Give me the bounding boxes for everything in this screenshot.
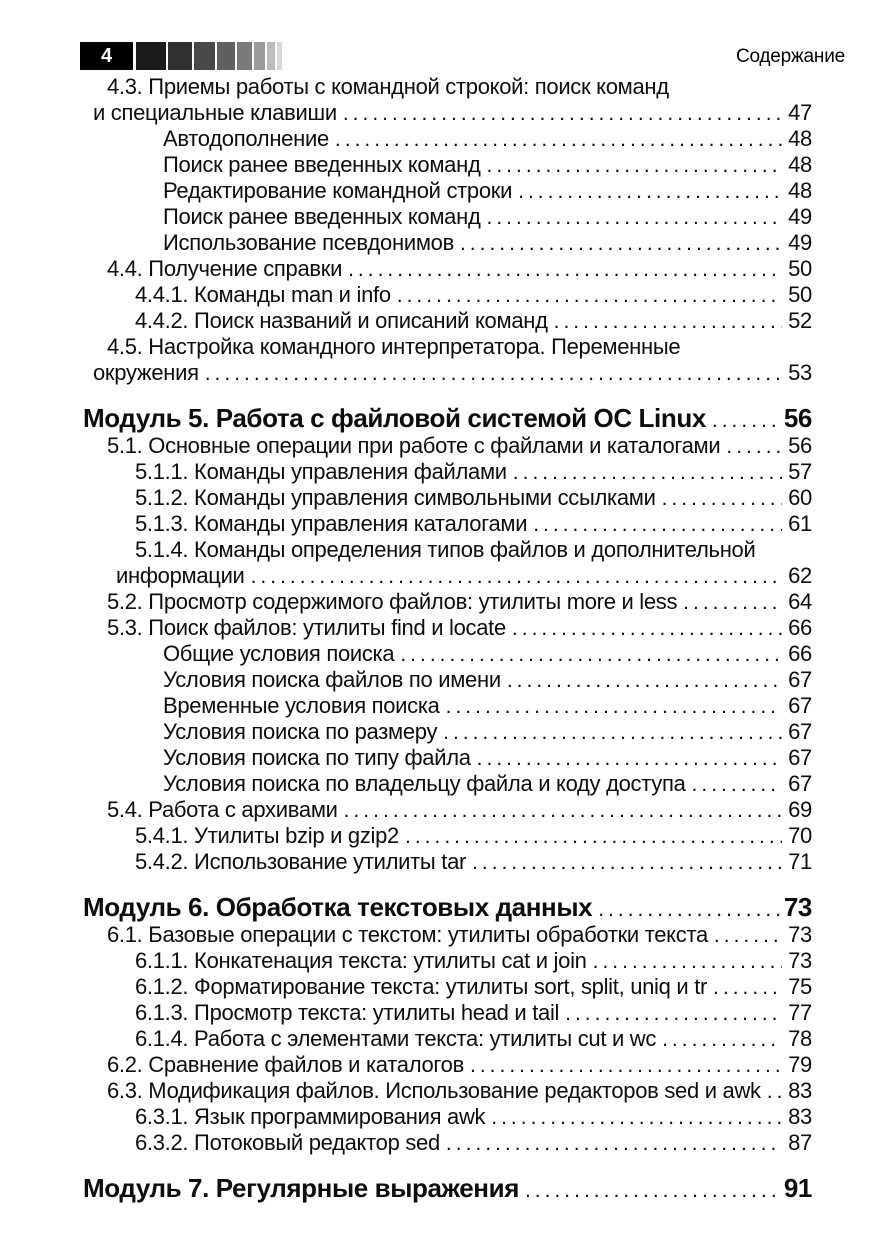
toc-entry-text: 4.5. Настройка командного интерпретатора. Переменные xyxy=(107,334,681,359)
toc-entry-text: информации xyxy=(116,563,245,588)
dot-leader xyxy=(466,849,782,876)
toc-entry-text: окружения xyxy=(93,360,199,385)
toc-entry-page-number: 48 xyxy=(788,178,812,203)
toc-entry xyxy=(83,230,812,256)
toc-entry xyxy=(83,152,812,178)
toc-entry-page-number: 56 xyxy=(788,433,812,458)
dot-leader xyxy=(329,126,782,153)
toc-entry-text: 4.4.1. Команды man и info xyxy=(135,282,391,307)
toc-entry-page-number: 56 xyxy=(783,403,812,433)
toc-entry-text: Редактирование командной строки xyxy=(163,178,513,203)
dot-leader xyxy=(471,745,782,772)
toc-entry-page-number: 48 xyxy=(788,126,812,151)
dot-leader xyxy=(519,1173,782,1206)
toc-entry-page-number: 78 xyxy=(788,1026,812,1051)
toc-entry-text: Поиск ранее введенных команд xyxy=(163,152,481,177)
toc-entry-page-number: 73 xyxy=(788,922,812,947)
toc-entry xyxy=(83,667,812,693)
toc-entry-page-number: 62 xyxy=(788,563,812,588)
dot-leader xyxy=(592,892,782,925)
toc-entry-text: 6.1. Базовые операции с текстом: утилиты обработки текста xyxy=(107,922,708,947)
toc-entry-page-number: 91 xyxy=(783,1173,812,1203)
toc-entry-page-number: 67 xyxy=(788,771,812,796)
toc-entry-page-number: 64 xyxy=(788,589,812,614)
toc-entry-page-number: 75 xyxy=(788,974,812,999)
toc-entry xyxy=(83,74,812,100)
toc-entry-text: Модуль 5. Работа с файловой системой ОС Linux xyxy=(83,403,706,433)
toc-entry xyxy=(83,204,812,230)
dot-leader xyxy=(454,230,782,257)
toc-entry xyxy=(83,823,812,849)
toc-entry-page-number: 73 xyxy=(788,948,812,973)
toc-entry-text: Условия поиска по размеру xyxy=(163,719,438,744)
toc-entry-page-number: 67 xyxy=(788,667,812,692)
toc-entry-page-number: 47 xyxy=(788,100,812,125)
toc-entry xyxy=(83,1026,812,1052)
toc-entry xyxy=(83,334,812,360)
toc-entry xyxy=(83,589,812,615)
toc-entry-text: Временные условия поиска xyxy=(163,693,440,718)
toc-entry xyxy=(83,256,812,282)
toc-entry-page-number: 50 xyxy=(788,282,812,307)
dot-leader xyxy=(199,360,782,387)
toc-entry xyxy=(83,849,812,875)
toc-entry xyxy=(83,641,812,667)
toc-entry xyxy=(83,797,812,823)
toc-entry xyxy=(83,1000,812,1026)
dot-leader xyxy=(527,511,782,538)
toc-entry-text: 6.3.2. Потоковый редактор sed xyxy=(135,1130,440,1155)
toc-entry-text: 5.3. Поиск файлов: утилиты find и locate xyxy=(107,615,506,640)
toc-entry xyxy=(83,100,812,126)
dot-leader xyxy=(481,152,782,179)
toc-module-heading xyxy=(83,403,812,433)
running-head-title: Содержание xyxy=(735,46,845,67)
page-number-gradient-bar xyxy=(80,42,284,70)
toc-entry-page-number: 49 xyxy=(788,230,812,255)
toc-entry xyxy=(83,433,812,459)
dot-leader xyxy=(342,256,782,283)
dot-leader xyxy=(708,922,782,949)
gradient-block xyxy=(217,42,235,70)
dot-leader xyxy=(391,282,782,309)
page-number-badge xyxy=(80,42,133,70)
gradient-block xyxy=(136,42,166,70)
toc-entry-text: Условия поиска по владельцу файла и коду доступа xyxy=(163,771,686,796)
toc-entry-page-number: 67 xyxy=(788,745,812,770)
toc-entry-page-number: 71 xyxy=(788,849,812,874)
page-number: 4 xyxy=(100,44,113,67)
toc-entry-page-number: 66 xyxy=(788,615,812,640)
dot-leader xyxy=(656,485,782,512)
toc-entry-page-number: 50 xyxy=(788,256,812,281)
dot-leader xyxy=(507,459,782,486)
toc-entry-text: Поиск ранее введенных команд xyxy=(163,204,481,229)
toc-entry-page-number: 53 xyxy=(788,360,812,385)
toc-entry-page-number: 52 xyxy=(788,308,812,333)
dot-leader xyxy=(485,1104,782,1131)
dot-leader xyxy=(559,1000,782,1027)
toc-entry-text: 6.1.1. Конкатенация текста: утилиты cat и join xyxy=(135,948,587,973)
toc-entry-text: 4.3. Приемы работы с командной строкой: поиск команд xyxy=(107,74,669,99)
toc-entry xyxy=(83,719,812,745)
toc-entry-page-number: 87 xyxy=(788,1130,812,1155)
dot-leader xyxy=(720,433,782,460)
gradient-block xyxy=(277,42,282,70)
dot-leader xyxy=(440,1130,782,1157)
toc-entry-page-number: 48 xyxy=(788,152,812,177)
toc-entry-text: 5.1.3. Команды управления каталогами xyxy=(135,511,528,536)
toc-entry xyxy=(83,563,812,589)
toc-entry-text: 5.1. Основные операции при работе с файлами и каталогами xyxy=(107,433,721,458)
toc-module-heading xyxy=(83,1173,812,1203)
toc-entry xyxy=(83,282,812,308)
toc-entry-page-number: 79 xyxy=(788,1052,812,1077)
dot-leader xyxy=(706,403,782,436)
toc-entry xyxy=(83,1052,812,1078)
toc-entry-page-number: 66 xyxy=(788,641,812,666)
dot-leader xyxy=(512,178,782,205)
dot-leader xyxy=(761,1078,782,1105)
toc-entry-text: 5.1.4. Команды определения типов файлов и дополнительной xyxy=(135,537,756,562)
dot-leader xyxy=(440,693,782,720)
dot-leader xyxy=(437,719,782,746)
toc-entry xyxy=(83,745,812,771)
dot-leader xyxy=(656,1026,782,1053)
toc-entry-text: 5.4.1. Утилиты bzip и gzip2 xyxy=(135,823,399,848)
toc-entry-text: Модуль 7. Регулярные выражения xyxy=(83,1173,519,1203)
toc-entry-text: 6.1.4. Работа с элементами текста: утилиты cut и wc xyxy=(135,1026,657,1051)
toc-entry-text: Использование псевдонимов xyxy=(163,230,454,255)
gradient-block xyxy=(168,42,192,70)
toc-entry-text: 4.4.2. Поиск названий и описаний команд xyxy=(135,308,548,333)
toc-entry xyxy=(83,308,812,334)
dot-leader xyxy=(587,948,782,975)
toc-entry-page-number: 57 xyxy=(788,459,812,484)
toc-entry xyxy=(83,485,812,511)
toc-entry-page-number: 67 xyxy=(788,719,812,744)
toc-entry-text: 6.2. Сравнение файлов и каталогов xyxy=(107,1052,464,1077)
dot-leader xyxy=(677,589,782,616)
toc-entry xyxy=(83,974,812,1000)
toc-entry-page-number: 61 xyxy=(788,511,812,536)
dot-leader xyxy=(337,100,782,127)
toc-entry xyxy=(83,922,812,948)
toc-entry-text: 6.1.3. Просмотр текста: утилиты head и tail xyxy=(135,1000,560,1025)
toc-entry xyxy=(83,360,812,386)
toc-entry-text: 5.4.2. Использование утилиты tar xyxy=(135,849,467,874)
toc-entry-page-number: 60 xyxy=(788,485,812,510)
dot-leader xyxy=(394,641,782,668)
toc-module-heading xyxy=(83,892,812,922)
toc-entry-text: и специальные клавиши xyxy=(93,100,337,125)
dot-leader xyxy=(686,771,782,798)
dot-leader xyxy=(501,667,782,694)
toc-entry-page-number: 83 xyxy=(788,1078,812,1103)
toc-entry xyxy=(83,1078,812,1104)
toc-entry xyxy=(83,771,812,797)
toc-entry xyxy=(83,459,812,485)
gradient-block xyxy=(194,42,215,70)
table-of-contents xyxy=(83,74,812,1203)
toc-entry xyxy=(83,178,812,204)
toc-entry-text: 5.1.1. Команды управления файлами xyxy=(135,459,507,484)
toc-entry xyxy=(83,511,812,537)
toc-entry-text: Автодополнение xyxy=(163,126,329,151)
toc-entry-text: 4.4. Получение справки xyxy=(107,256,343,281)
toc-entry-page-number: 83 xyxy=(788,1104,812,1129)
toc-entry xyxy=(83,126,812,152)
running-head xyxy=(80,42,845,70)
dot-leader xyxy=(399,823,782,850)
dot-leader xyxy=(548,308,782,335)
toc-entry-text: Модуль 6. Обработка текстовых данных xyxy=(83,892,593,922)
dot-leader xyxy=(464,1052,782,1079)
toc-entry-page-number: 77 xyxy=(788,1000,812,1025)
toc-entry xyxy=(83,1104,812,1130)
dot-leader xyxy=(506,615,782,642)
toc-entry xyxy=(83,948,812,974)
dot-leader xyxy=(338,797,782,824)
toc-entry-text: 6.1.2. Форматирование текста: утилиты sort, split, uniq и tr xyxy=(135,974,708,999)
toc-entry-text: 5.1.2. Команды управления символьными ссылками xyxy=(135,485,656,510)
dot-leader xyxy=(707,974,782,1001)
gradient-block xyxy=(254,42,265,70)
toc-entry-page-number: 70 xyxy=(788,823,812,848)
toc-entry xyxy=(83,1130,812,1156)
toc-entry-text: Условия поиска файлов по имени xyxy=(163,667,501,692)
toc-entry-text: Условия поиска по типу файла xyxy=(163,745,471,770)
toc-entry-text: 5.4. Работа с архивами xyxy=(107,797,338,822)
toc-entry xyxy=(83,693,812,719)
toc-entry-text: 6.3.1. Язык программирования awk xyxy=(135,1104,486,1129)
toc-entry xyxy=(83,615,812,641)
toc-entry-text: 5.2. Просмотр содержимого файлов: утилиты more и less xyxy=(107,589,678,614)
toc-entry-text: 6.3. Модификация файлов. Использование редакторов sed и awk xyxy=(107,1078,761,1103)
toc-entry-page-number: 69 xyxy=(788,797,812,822)
gradient-block xyxy=(237,42,252,70)
toc-entry-page-number: 73 xyxy=(783,892,812,922)
toc-entry-text: Общие условия поиска xyxy=(163,641,395,666)
dot-leader xyxy=(245,563,782,590)
toc-entry-page-number: 49 xyxy=(788,204,812,229)
toc-entry xyxy=(83,537,812,563)
toc-entry-page-number: 67 xyxy=(788,693,812,718)
dot-leader xyxy=(481,204,782,231)
gradient-block xyxy=(267,42,275,70)
